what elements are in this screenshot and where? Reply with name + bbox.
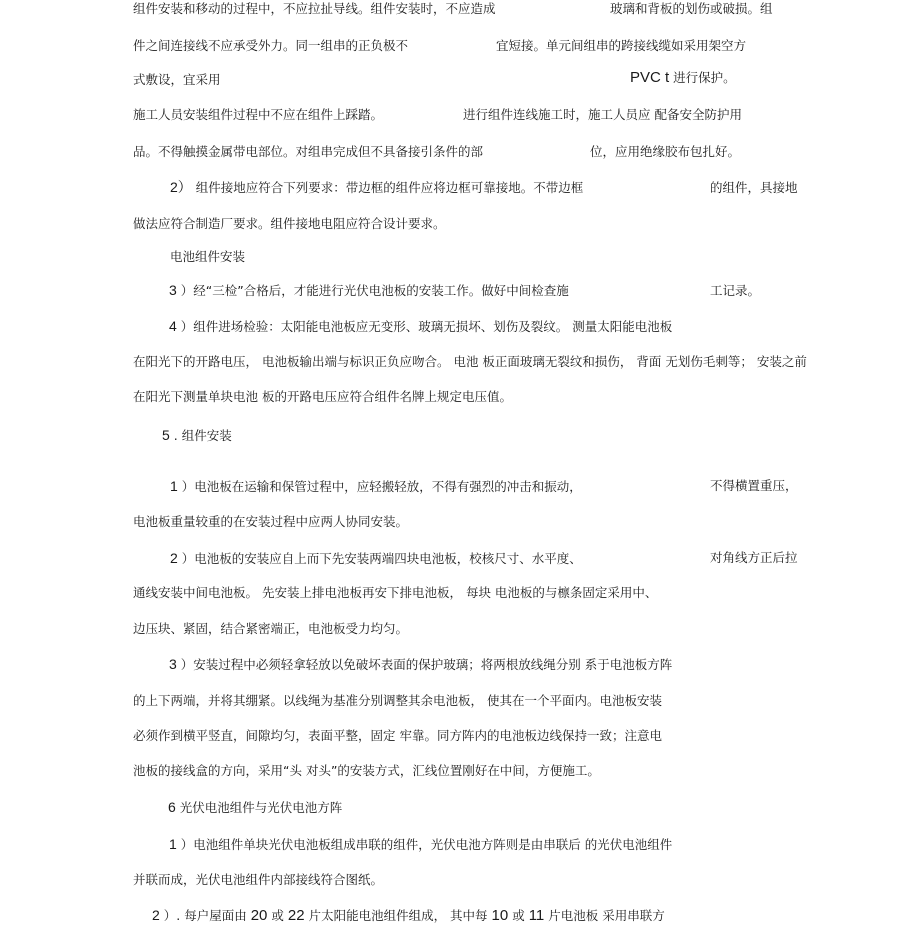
text-line: 的组件，具接地: [710, 180, 798, 195]
text-line: 玻璃和背板的划伤或破损。组: [610, 1, 773, 16]
text-line: 通线安装中间电池板。 先安装上排电池板再安下排电池板， 每块 电池板的与檩条固定采用中、: [133, 585, 658, 600]
text-line: 1 ）电池板在运输和保管过程中，应轻搬轻放，不得有强烈的冲击和振动，: [170, 478, 582, 494]
text-line: PVC t 进行保护。: [630, 69, 736, 86]
text-line: 3 ）安装过程中必须轻拿轻放以免破坏表面的保护玻璃；将两根放线绳分别 系于电池板方阵: [169, 656, 673, 672]
text-line: 件之间连接线不应承受外力。同一组串的正负极不: [133, 38, 409, 53]
text-line: 在阳光下的开路电压， 电池板输出端与标识正负应吻合。 电池 板正面玻璃无裂纹和损伤， 背面 无划伤毛刺等； 安装之前: [133, 354, 807, 369]
text-line: 并联而成，光伏电池组件内部接线符合图纸。: [133, 872, 384, 887]
section-heading: 电池组件安装: [170, 249, 246, 264]
text-line: 必须作到横平竖直，间隙均匀，表面平整，固定 牢靠。同方阵内的电池板边线保持一致；注意电: [133, 728, 662, 743]
section-heading: 5 . 组件安装: [162, 427, 232, 443]
text-line: 对角线方正后拉: [710, 550, 798, 565]
text-line: 工记录。: [710, 283, 761, 298]
text-line: 电池板重量较重的在安装过程中应两人协同安装。: [133, 514, 409, 529]
text-line: 在阳光下测量单块电池 板的开路电压应符合组件名牌上规定电压值。: [133, 389, 512, 404]
text-line: 进行组件连线施工时，施工人员应 配备安全防护用: [463, 107, 742, 122]
section-heading: 6 光伏电池组件与光伏电池方阵: [168, 799, 343, 815]
text-line: 不得横置重压，: [710, 478, 798, 493]
text-line: 边压块、紧固，结合紧密端正，电池板受力均匀。: [133, 621, 409, 636]
text-line: 2） 组件接地应符合下列要求：带边框的组件应将边框可靠接地。不带边框: [170, 179, 584, 195]
text-line: 做法应符合制造厂要求。组件接地电阻应符合设计要求。: [133, 216, 446, 231]
text-line: 2 ）. 每户屋面由 20 或 22 片太阳能电池组件组成， 其中每 10 或 11 片电池板 采用串联方: [152, 907, 665, 924]
text-line: 池板的接线盒的方向，采用“头 对头”的安装方式，汇线位置刚好在中间，方便施工。: [133, 763, 600, 778]
text-line: 4 ）组件进场检验：太阳能电池板应无变形、玻璃无损坏、划伤及裂纹。 测量太阳能电池板: [169, 318, 673, 334]
text-line: 3 ）经“三检”合格后，才能进行光伏电池板的安装工作。做好中间检查施: [169, 282, 569, 298]
text-line: 组件安装和移动的过程中，不应拉扯导线。组件安装时，不应造成: [133, 1, 496, 16]
text-line: 式敷设，宜采用: [133, 72, 221, 87]
text-line: 2 ）电池板的安装应自上而下先安装两端四块电池板，校核尺寸、水平度、: [170, 550, 582, 566]
text-line: 品。不得触摸金属带电部位。对组串完成但不具备接引条件的部: [133, 144, 484, 159]
text-line: 的上下两端，并将其绷紧。以线绳为基准分别调整其余电池板， 使其在一个平面内。电池板安装: [133, 693, 662, 708]
text-line: 施工人员安装组件过程中不应在组件上踩踏。: [133, 107, 384, 122]
text-line: 宜短接。单元间组串的跨接线缆如采用架空方: [496, 38, 747, 53]
text-line: 1 ）电池组件单块光伏电池板组成串联的组件，光伏电池方阵则是由串联后 的光伏电池组件: [169, 836, 673, 852]
text-line: 位，应用绝缘胶布包扎好。: [590, 144, 741, 159]
